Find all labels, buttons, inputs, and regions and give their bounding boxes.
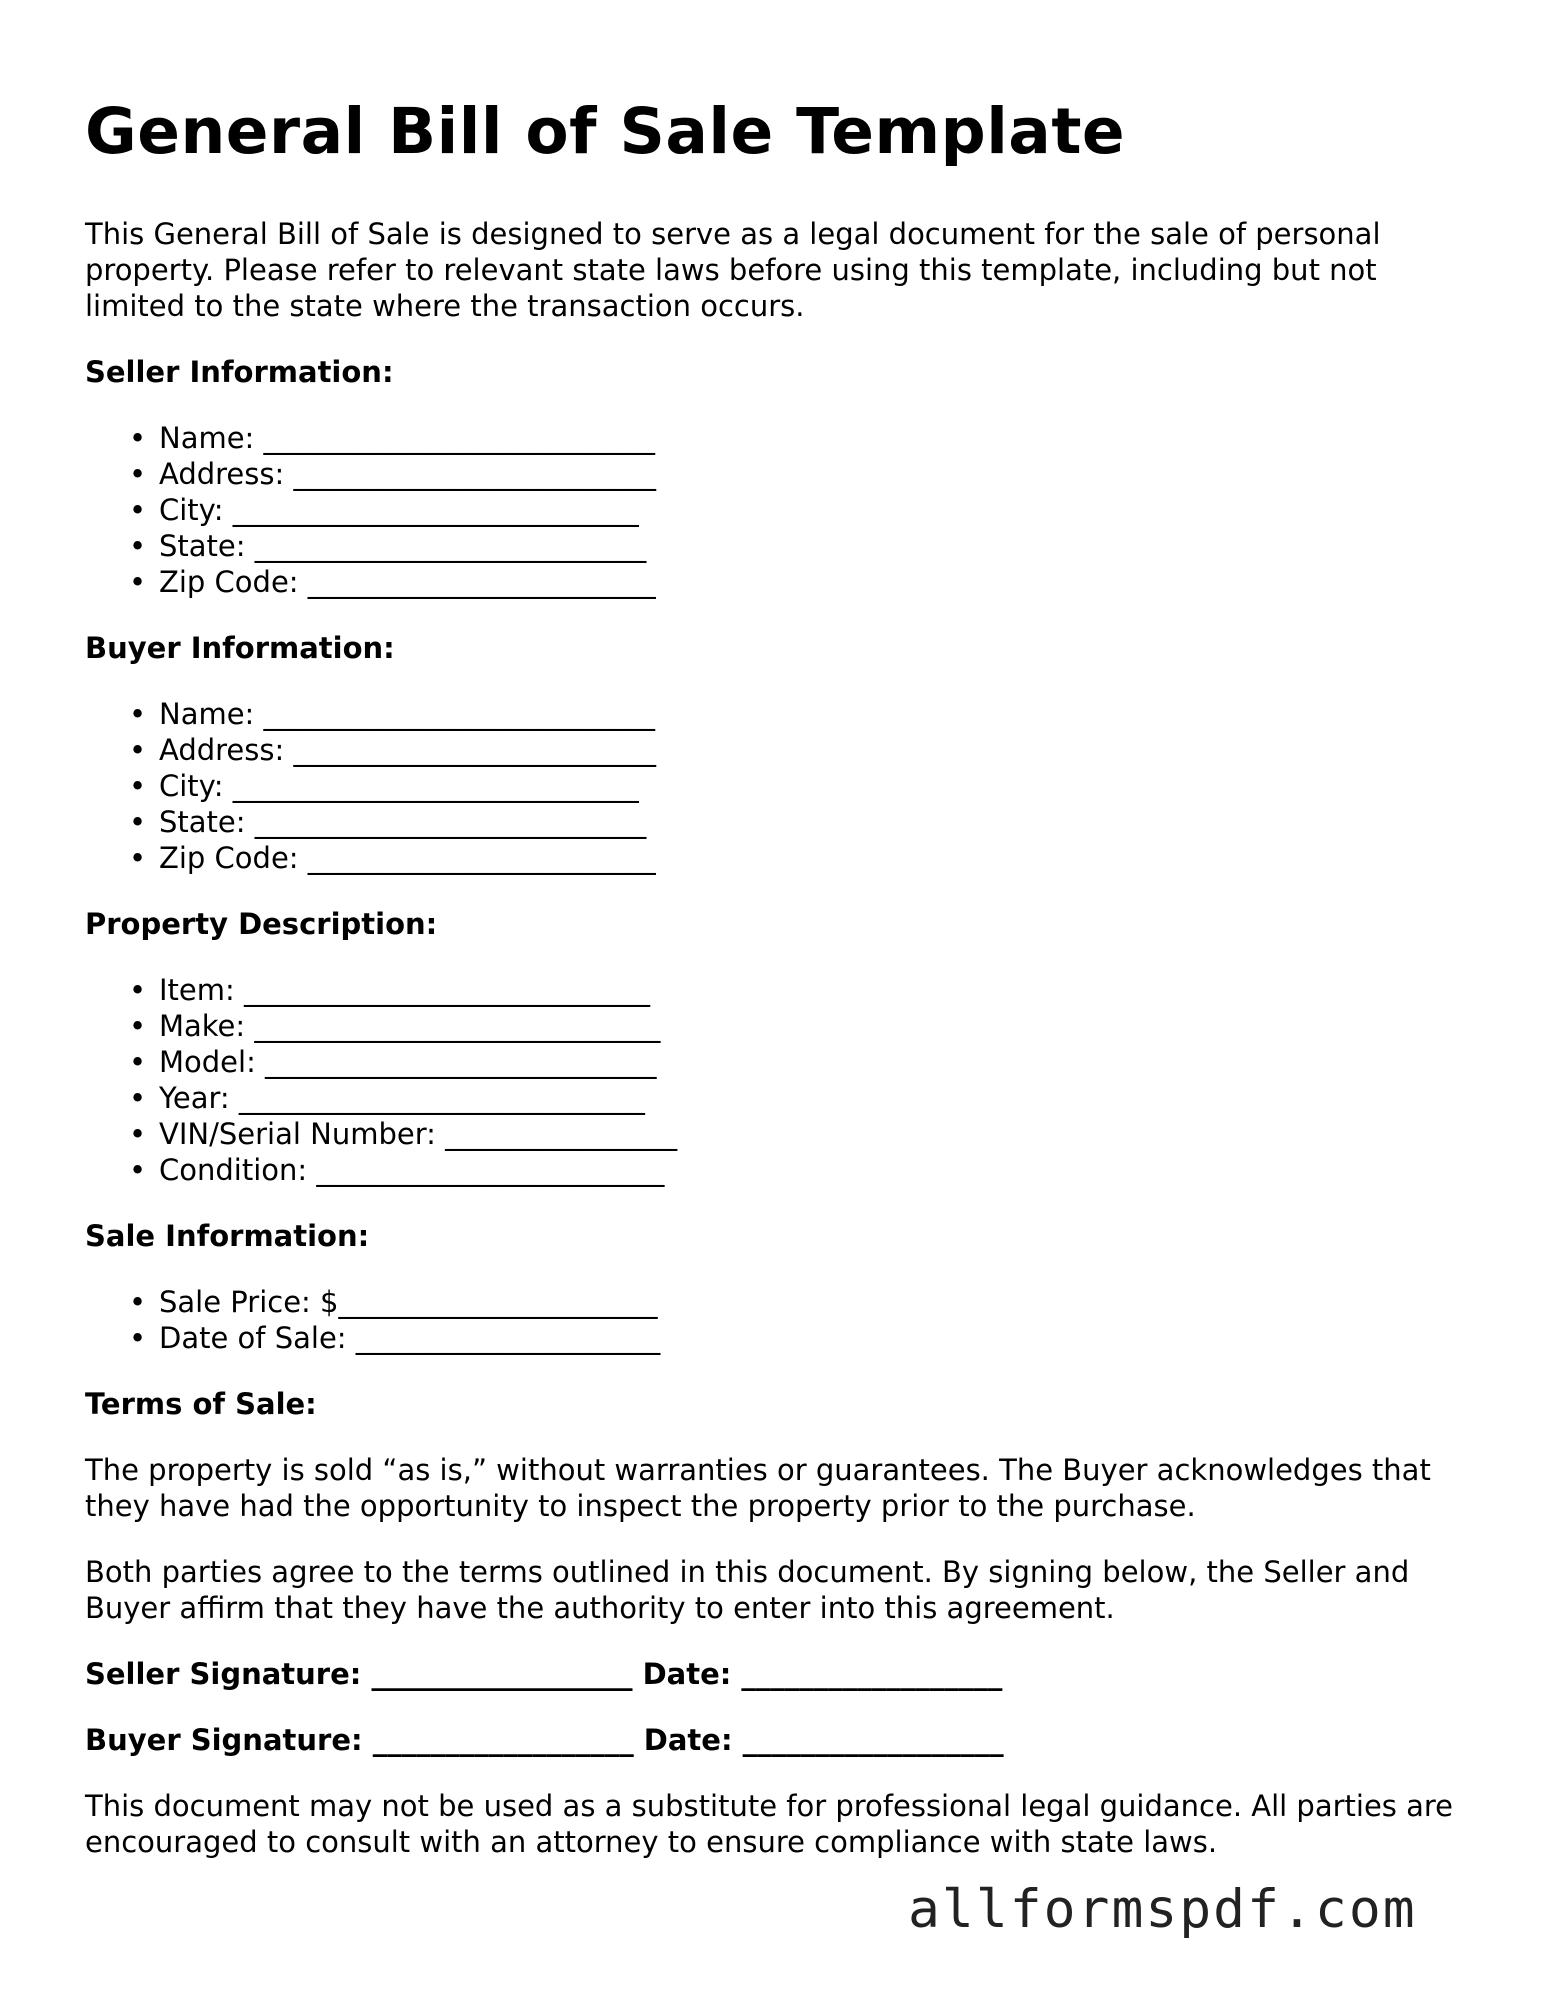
buyer-address-field bbox=[85, 732, 1485, 768]
property-condition-field bbox=[85, 1152, 1485, 1188]
bullet-icon: • bbox=[129, 697, 147, 731]
seller-address-field bbox=[85, 456, 1485, 492]
field-text: Year: ____________________________ bbox=[159, 1081, 645, 1115]
seller-state-field bbox=[85, 528, 1485, 564]
buyer-zip-field bbox=[85, 840, 1485, 876]
bullet-icon: • bbox=[129, 769, 147, 803]
field-text: Zip Code: ________________________ bbox=[159, 565, 656, 599]
seller-section-heading: Seller Information: bbox=[85, 355, 394, 389]
field-text: Make: ____________________________ bbox=[159, 1009, 661, 1043]
field-text: City: ____________________________ bbox=[159, 769, 639, 803]
sale-section-heading: Sale Information: bbox=[85, 1219, 370, 1253]
buyer-fields-list bbox=[85, 696, 1485, 876]
buyer-state-field bbox=[85, 804, 1485, 840]
field-text: State: ___________________________ bbox=[159, 529, 647, 563]
property-fields-list bbox=[85, 972, 1485, 1188]
field-text: Condition: ________________________ bbox=[159, 1153, 665, 1187]
document-title: General Bill of Sale Template bbox=[85, 95, 1126, 168]
field-text: VIN/Serial Number: ________________ bbox=[159, 1117, 678, 1151]
field-text: Item: ____________________________ bbox=[159, 973, 651, 1007]
bullet-icon: • bbox=[129, 1153, 147, 1187]
bullet-icon: • bbox=[129, 457, 147, 491]
bullet-icon: • bbox=[129, 493, 147, 527]
field-text: Address: _________________________ bbox=[159, 457, 656, 491]
terms-paragraph: The property is sold “as is,” without warranties or guarantees. The Buyer acknowledges that they have had the opportunity to inspect the property prior to the purchase. bbox=[85, 1453, 1431, 1523]
buyer-city-field bbox=[85, 768, 1485, 804]
bullet-icon: • bbox=[129, 805, 147, 839]
bullet-icon: • bbox=[129, 733, 147, 767]
site-watermark: allformspdf.com bbox=[908, 1879, 1417, 1940]
sale-date-field bbox=[85, 1320, 1485, 1356]
field-text: Sale Price: $______________________ bbox=[159, 1285, 658, 1319]
seller-name-field bbox=[85, 420, 1485, 456]
bullet-icon: • bbox=[129, 1045, 147, 1079]
seller-zip-field bbox=[85, 564, 1485, 600]
bullet-icon: • bbox=[129, 529, 147, 563]
property-model-field bbox=[85, 1044, 1485, 1080]
field-text: City: ____________________________ bbox=[159, 493, 639, 527]
field-text: Model: ___________________________ bbox=[159, 1045, 657, 1079]
property-vin-field bbox=[85, 1116, 1485, 1152]
disclaimer-paragraph: This document may not be used as a substitute for professional legal guidance. All parties are encouraged to consult with an attorney to ensure compliance with state laws. bbox=[85, 1789, 1454, 1859]
property-section-heading: Property Description: bbox=[85, 907, 438, 941]
bullet-icon: • bbox=[129, 1081, 147, 1115]
field-text: State: ___________________________ bbox=[159, 805, 647, 839]
sale-fields-list bbox=[85, 1284, 1485, 1356]
field-text: Name: ___________________________ bbox=[159, 421, 656, 455]
field-text: Address: _________________________ bbox=[159, 733, 656, 767]
bullet-icon: • bbox=[129, 841, 147, 875]
field-text: Zip Code: ________________________ bbox=[159, 841, 656, 875]
sale-price-field bbox=[85, 1284, 1485, 1320]
field-text: Date of Sale: _____________________ bbox=[159, 1321, 661, 1355]
buyer-name-field bbox=[85, 696, 1485, 732]
bill-of-sale-document bbox=[85, 92, 1485, 1860]
terms-section-heading: Terms of Sale: bbox=[85, 1387, 317, 1421]
property-item-field bbox=[85, 972, 1485, 1008]
property-make-field bbox=[85, 1008, 1485, 1044]
seller-signature-line: Seller Signature: __________________ Date: __________________ bbox=[85, 1657, 1003, 1691]
bullet-icon: • bbox=[129, 1321, 147, 1355]
property-year-field bbox=[85, 1080, 1485, 1116]
bullet-icon: • bbox=[129, 1285, 147, 1319]
intro-paragraph: This General Bill of Sale is designed to serve as a legal document for the sale of personal property. Please refer to relevant state laws before using this template, including but not limited to the state where the transaction occurs. bbox=[85, 217, 1381, 323]
buyer-signature-line: Buyer Signature: __________________ Date: __________________ bbox=[85, 1723, 1004, 1757]
bullet-icon: • bbox=[129, 421, 147, 455]
seller-city-field bbox=[85, 492, 1485, 528]
field-text: Name: ___________________________ bbox=[159, 697, 656, 731]
bullet-icon: • bbox=[129, 1009, 147, 1043]
agreement-paragraph: Both parties agree to the terms outlined in this document. By signing below, the Seller and Buyer affirm that they have the authority to enter into this agreement. bbox=[85, 1555, 1410, 1625]
bullet-icon: • bbox=[129, 565, 147, 599]
bullet-icon: • bbox=[129, 973, 147, 1007]
seller-fields-list bbox=[85, 420, 1485, 600]
buyer-section-heading: Buyer Information: bbox=[85, 631, 395, 665]
bullet-icon: • bbox=[129, 1117, 147, 1151]
